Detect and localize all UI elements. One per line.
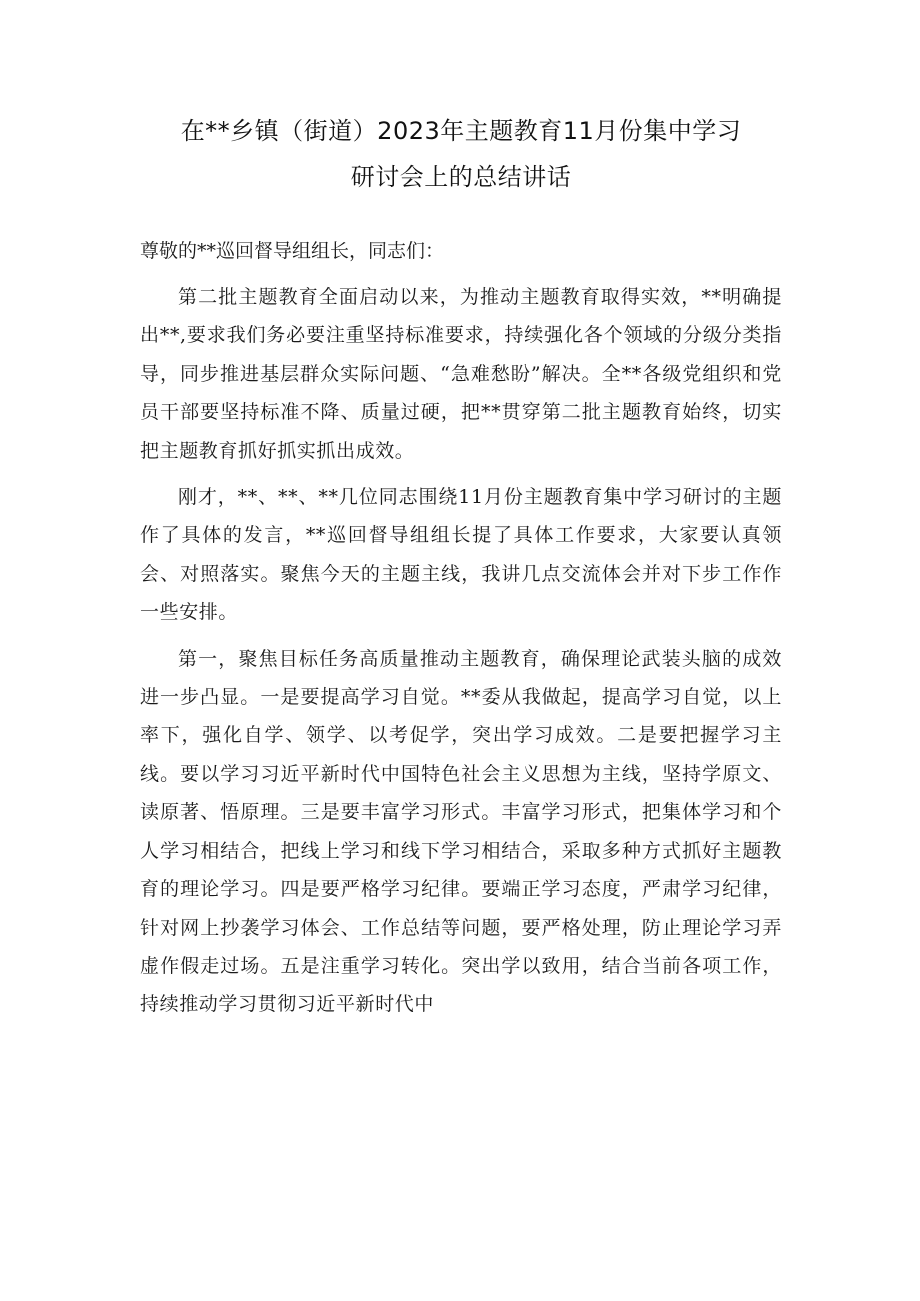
- paragraph-2: 刚才，**、**、**几位同志围绕11月份主题教育集中学习研讨的主题作了具体的发言，**巡回督导组组长提了具体工作要求，大家要认真领会、对照落实。聚焦今天的主题主线，我讲几点交流体会并对下步工作作一些安排。: [140, 486, 782, 624]
- title-line-2: 研讨会上的总结讲话: [350, 163, 572, 191]
- salutation: 尊敬的**巡回督导组组长，同志们：: [140, 240, 445, 262]
- paragraph-1: 第二批主题教育全面启动以来，为推动主题教育取得实效，**明确提出**,要求我们务必要注重坚持标准要求，持续强化各个领域的分级分类指导，同步推进基层群众实际问题、“急难愁盼”解决。全**各级党组织和党员干部要坚持标准不降、质量过硬，把**贯穿第二批主题教育始终，切实把主题教育抓好抓实抓出成效。: [140, 286, 782, 462]
- title-line-1: 在**乡镇（街道）2023年主题教育11月份集中学习: [180, 117, 742, 145]
- paragraph-3: 第一，聚焦目标任务高质量推动主题教育，确保理论武装头脑的成效进一步凸显。一是要提高学习自觉。**委从我做起，提高学习自觉，以上率下，强化自学、领学、以考促学，突出学习成效。二是要把握学习主线。要以学习习近平新时代中国特色社会主义思想为主线，坚持学原文、读原著、悟原理。三是要丰富学习形式。丰富学习形式，把集体学习和个人学习相结合，把线上学习和线下学习相结合，采取多种方式抓好主题教育的理论学习。四是要严格学习纪律。要端正学习态度，严肃学习纪律，针对网上抄袭学习体会、工作总结等问题，要严格处理，防止理论学习弄虚作假走过场。五是注重学习转化。突出学以致用，结合当前各项工作，持续推动学习贯彻习近平新时代中: [140, 647, 782, 1016]
- document-title: [140, 108, 782, 200]
